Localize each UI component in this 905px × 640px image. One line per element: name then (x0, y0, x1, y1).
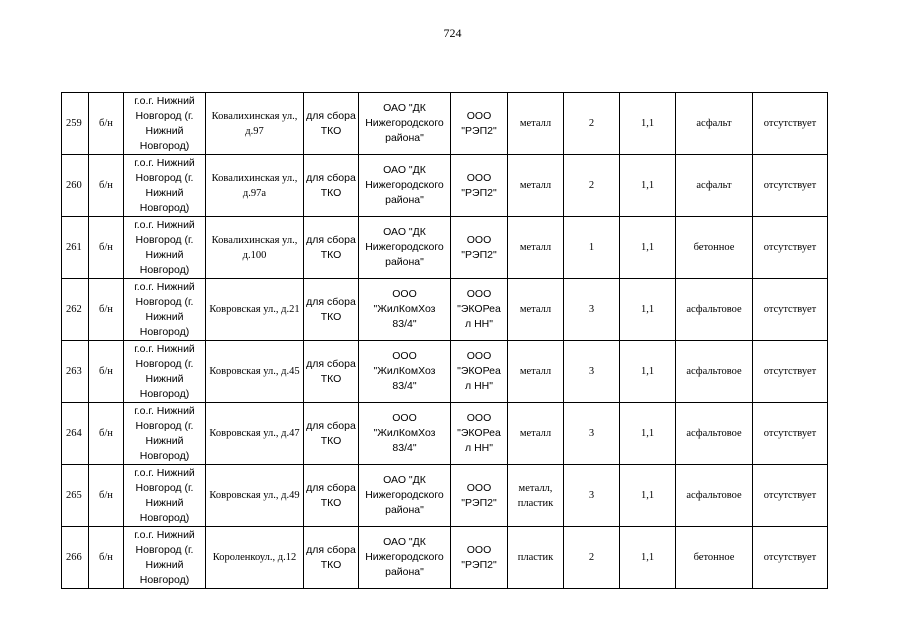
address-cell: Ковровская ул., д.49 (206, 465, 304, 527)
container-count-cell: 3 (564, 279, 620, 341)
settlement-cell: г.о.г. Нижний Новгород (г. Нижний Новгород) (124, 465, 206, 527)
purpose-cell: для сбора ТКО (304, 403, 359, 465)
container-count-cell: 3 (564, 403, 620, 465)
table-row (62, 465, 828, 527)
settlement-cell: г.о.г. Нижний Новгород (г. Нижний Новгород) (124, 279, 206, 341)
address-cell: Ковровская ул., д.21 (206, 279, 304, 341)
registry-id-cell: б/н (89, 155, 124, 217)
surface-cell: асфальтовое (676, 465, 753, 527)
registry-id-cell: б/н (89, 341, 124, 403)
purpose-cell: для сбора ТКО (304, 465, 359, 527)
table-row (62, 93, 828, 155)
table-row (62, 279, 828, 341)
purpose-cell: для сбора ТКО (304, 155, 359, 217)
operator-cell: ООО "РЭП2" (451, 465, 508, 527)
material-cell: металл (508, 341, 564, 403)
volume-cell: 1,1 (620, 341, 676, 403)
registry-id-cell: б/н (89, 403, 124, 465)
address-cell: Короленкоул., д.12 (206, 527, 304, 589)
fence-cell: отсутствует (753, 217, 828, 279)
address-cell: Ковровская ул., д.47 (206, 403, 304, 465)
container-count-cell: 2 (564, 93, 620, 155)
owner-cell: ООО "ЖилКомХоз 83/4" (359, 279, 451, 341)
owner-cell: ОАО "ДК Нижегородского района" (359, 217, 451, 279)
surface-cell: асфальт (676, 93, 753, 155)
volume-cell: 1,1 (620, 527, 676, 589)
address-cell: Ковровская ул., д.45 (206, 341, 304, 403)
registry-id-cell: б/н (89, 93, 124, 155)
container-count-cell: 2 (564, 155, 620, 217)
owner-cell: ООО "ЖилКомХоз 83/4" (359, 341, 451, 403)
owner-cell: ОАО "ДК Нижегородского района" (359, 155, 451, 217)
registry-table (61, 92, 828, 589)
surface-cell: бетонное (676, 217, 753, 279)
table-row (62, 527, 828, 589)
table-row (62, 155, 828, 217)
fence-cell: отсутствует (753, 93, 828, 155)
volume-cell: 1,1 (620, 155, 676, 217)
row-number-cell: 266 (62, 527, 89, 589)
row-number-cell: 260 (62, 155, 89, 217)
settlement-cell: г.о.г. Нижний Новгород (г. Нижний Новгород) (124, 341, 206, 403)
purpose-cell: для сбора ТКО (304, 527, 359, 589)
material-cell: металл (508, 93, 564, 155)
operator-cell: ООО "РЭП2" (451, 93, 508, 155)
owner-cell: ОАО "ДК Нижегородского района" (359, 93, 451, 155)
row-number-cell: 263 (62, 341, 89, 403)
container-count-cell: 2 (564, 527, 620, 589)
row-number-cell: 265 (62, 465, 89, 527)
purpose-cell: для сбора ТКО (304, 217, 359, 279)
address-cell: Ковалихинская ул., д.97 (206, 93, 304, 155)
fence-cell: отсутствует (753, 279, 828, 341)
material-cell: металл, пластик (508, 465, 564, 527)
purpose-cell: для сбора ТКО (304, 341, 359, 403)
material-cell: металл (508, 279, 564, 341)
row-number-cell: 264 (62, 403, 89, 465)
table-row (62, 341, 828, 403)
fence-cell: отсутствует (753, 341, 828, 403)
fence-cell: отсутствует (753, 155, 828, 217)
container-count-cell: 3 (564, 341, 620, 403)
operator-cell: ООО "РЭП2" (451, 155, 508, 217)
operator-cell: ООО "ЭКОРеа л НН" (451, 279, 508, 341)
fence-cell: отсутствует (753, 465, 828, 527)
table-row (62, 403, 828, 465)
volume-cell: 1,1 (620, 279, 676, 341)
settlement-cell: г.о.г. Нижний Новгород (г. Нижний Новгород) (124, 155, 206, 217)
row-number-cell: 262 (62, 279, 89, 341)
table-row (62, 217, 828, 279)
surface-cell: асфальтовое (676, 279, 753, 341)
settlement-cell: г.о.г. Нижний Новгород (г. Нижний Новгород) (124, 217, 206, 279)
settlement-cell: г.о.г. Нижний Новгород (г. Нижний Новгород) (124, 403, 206, 465)
operator-cell: ООО "ЭКОРеа л НН" (451, 403, 508, 465)
address-cell: Ковалихинская ул., д.100 (206, 217, 304, 279)
volume-cell: 1,1 (620, 93, 676, 155)
surface-cell: асфальтовое (676, 341, 753, 403)
surface-cell: асфальт (676, 155, 753, 217)
purpose-cell: для сбора ТКО (304, 93, 359, 155)
owner-cell: ОАО "ДК Нижегородского района" (359, 527, 451, 589)
address-cell: Ковалихинская ул., д.97а (206, 155, 304, 217)
registry-id-cell: б/н (89, 279, 124, 341)
owner-cell: ООО "ЖилКомХоз 83/4" (359, 403, 451, 465)
surface-cell: асфальтовое (676, 403, 753, 465)
owner-cell: ОАО "ДК Нижегородского района" (359, 465, 451, 527)
table-body (62, 93, 828, 589)
operator-cell: ООО "ЭКОРеа л НН" (451, 341, 508, 403)
surface-cell: бетонное (676, 527, 753, 589)
material-cell: пластик (508, 527, 564, 589)
page-number: 724 (443, 26, 462, 40)
fence-cell: отсутствует (753, 527, 828, 589)
fence-cell: отсутствует (753, 403, 828, 465)
volume-cell: 1,1 (620, 465, 676, 527)
container-count-cell: 1 (564, 217, 620, 279)
registry-id-cell: б/н (89, 217, 124, 279)
settlement-cell: г.о.г. Нижний Новгород (г. Нижний Новгород) (124, 93, 206, 155)
material-cell: металл (508, 217, 564, 279)
material-cell: металл (508, 155, 564, 217)
registry-id-cell: б/н (89, 527, 124, 589)
material-cell: металл (508, 403, 564, 465)
volume-cell: 1,1 (620, 403, 676, 465)
operator-cell: ООО "РЭП2" (451, 217, 508, 279)
container-count-cell: 3 (564, 465, 620, 527)
volume-cell: 1,1 (620, 217, 676, 279)
operator-cell: ООО "РЭП2" (451, 527, 508, 589)
settlement-cell: г.о.г. Нижний Новгород (г. Нижний Новгород) (124, 527, 206, 589)
purpose-cell: для сбора ТКО (304, 279, 359, 341)
registry-id-cell: б/н (89, 465, 124, 527)
row-number-cell: 259 (62, 93, 89, 155)
row-number-cell: 261 (62, 217, 89, 279)
